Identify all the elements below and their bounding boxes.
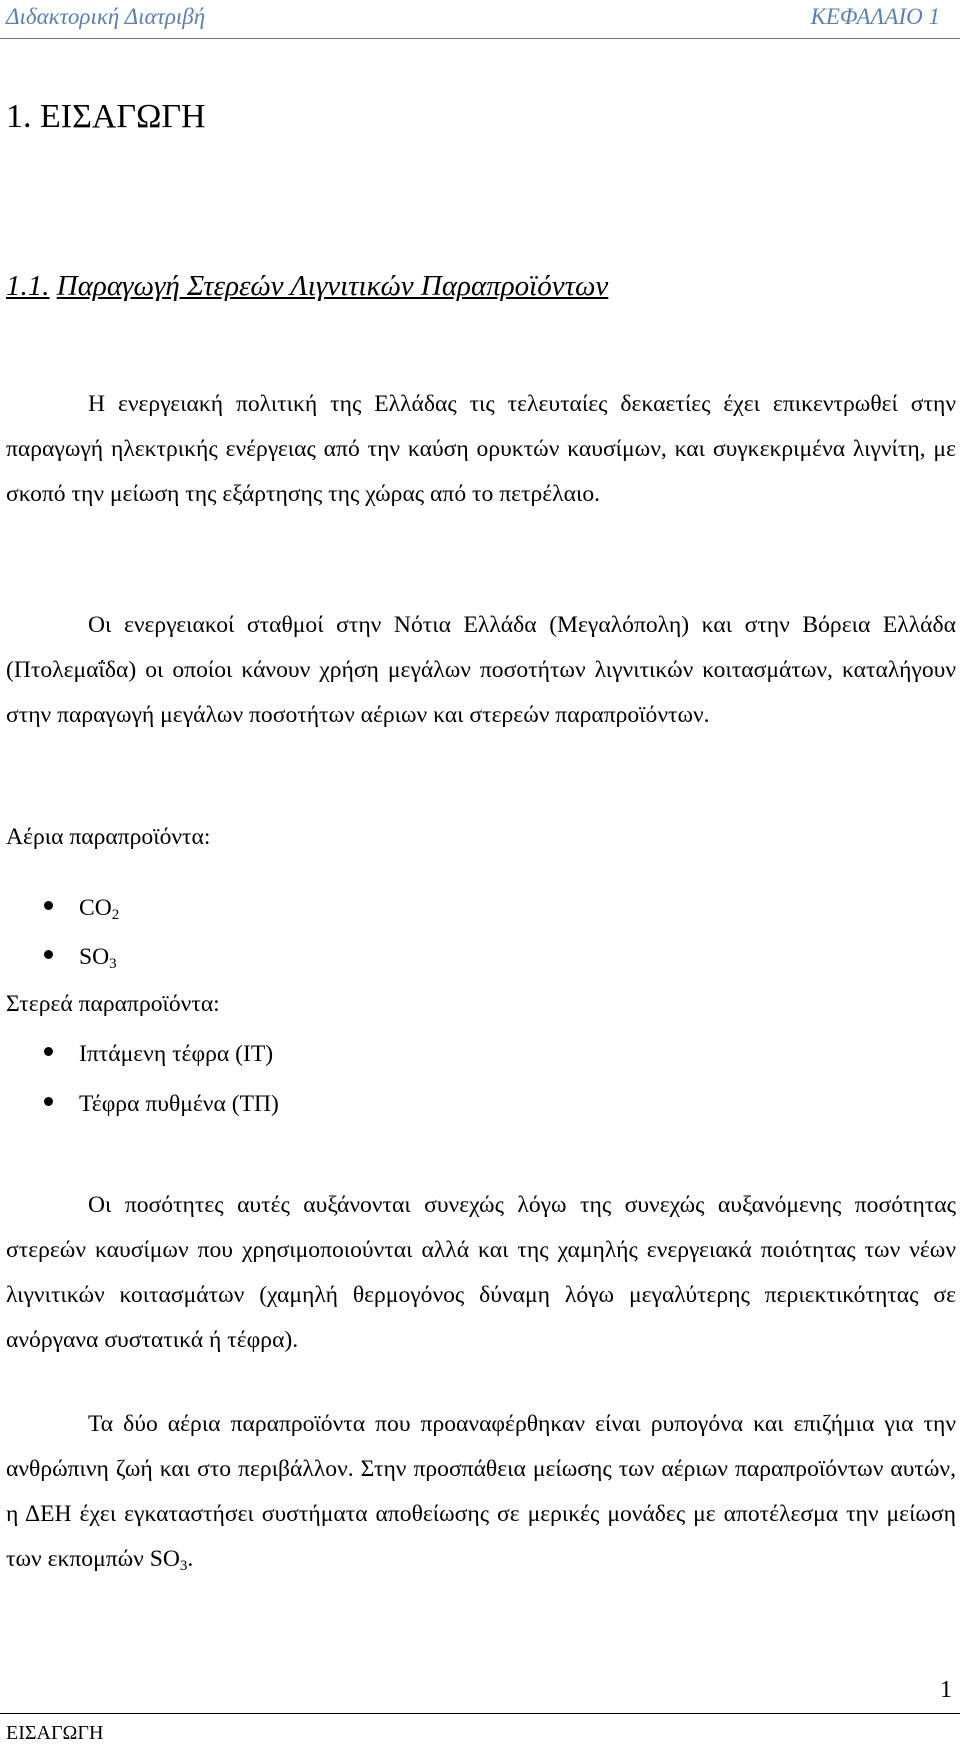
formula: $SO_3$: [79, 944, 117, 972]
header-divider: [0, 38, 960, 39]
page-number: 1: [940, 1677, 952, 1703]
running-header-right: ΚΕΦΑΛΑΙΟ 1: [810, 4, 940, 29]
gaseous-item-co2: [44, 895, 119, 924]
bullet-icon: [44, 1097, 53, 1106]
formula: $CO_2$: [79, 895, 120, 923]
gaseous-item-so3: [44, 944, 117, 973]
paragraph-4: Τα δύο αέρια παραπροϊόντα που προαναφέρθηκαν είναι ρυπογόνα και επιζήμια για την ανθρώπινη ζωή και στο περιβάλλον. Στην προσπάθεια μείωσης των αέριων παραπροϊόντων αυτών, η ΔΕΗ έχει εγκαταστήσει συστήματα αποθείωσης σε μερικές μονάδες με αποτέλεσμα την μείωση των εκπομπών $SO_3$.: [6, 1411, 956, 1574]
solid-item-bottom-ash: [44, 1091, 279, 1118]
bullet-icon: [44, 950, 53, 959]
gaseous-byproducts-label: Αέρια παραπροϊόντα:: [6, 824, 211, 850]
chapter-title: 1. ΕΙΣΑΓΩΓΗ: [6, 98, 206, 135]
paragraph-2: Οι ενεργειακοί σταθμοί στην Νότια Ελλάδα (Μεγαλόπολη) και στην Βόρεια Ελλάδα (Πτολεμαΐδα) οι οποίοι κάνουν χρήση μεγάλων ποσοτήτων λιγνιτικών κοιτασμάτων, καταλήγουν στην παραγωγή μεγάλων ποσοτήτων αέριων και στερεών παραπροϊόντων.: [6, 612, 956, 728]
list-item-text: Τέφρα πυθμένα (ΤΠ): [79, 1091, 279, 1117]
solid-byproducts-label: Στερεά παραπροϊόντα:: [6, 991, 220, 1017]
paragraph-1: Η ενεργειακή πολιτική της Ελλάδας τις τελευταίες δεκαετίες έχει επικεντρωθεί στην παραγωγή ηλεκτρικής ενέργειας από την καύση ορυκτών καυσίμων, και συγκεκριμένα λιγνίτη, με σκοπό την μείωση της εξάρτησης της χώρας από το πετρέλαιο.: [6, 391, 956, 507]
section-title-text: Παραγωγή Στερεών Λιγνιτικών Παραπροϊόντων: [56, 270, 609, 302]
section-title: [6, 270, 608, 303]
bullet-icon: [44, 901, 53, 910]
section-number: 1.1.: [6, 270, 50, 302]
paragraph-3: Οι ποσότητες αυτές αυξάνονται συνεχώς λόγω της συνεχώς αυξανόμενης ποσότητας στερεών καυσίμων που χρησιμοποιούνται αλλά και της χαμηλής ενεργειακά ποιότητας των νέων λιγνιτικών κοιτασμάτων (χαμηλή θερμογόνος δύναμη λόγω μεγαλύτερης περιεκτικότητας σε ανόργανα συστατικά ή τέφρα).: [6, 1192, 956, 1353]
running-footer: ΕΙΣΑΓΩΓΗ: [6, 1722, 104, 1744]
list-item-text: Ιπτάμενη τέφρα (ΙΤ): [79, 1041, 274, 1067]
running-header-left: Διδακτορική Διατριβή: [6, 4, 206, 29]
solid-item-fly-ash: [44, 1041, 273, 1068]
bullet-icon: [44, 1047, 53, 1056]
footer-divider: [0, 1713, 960, 1714]
